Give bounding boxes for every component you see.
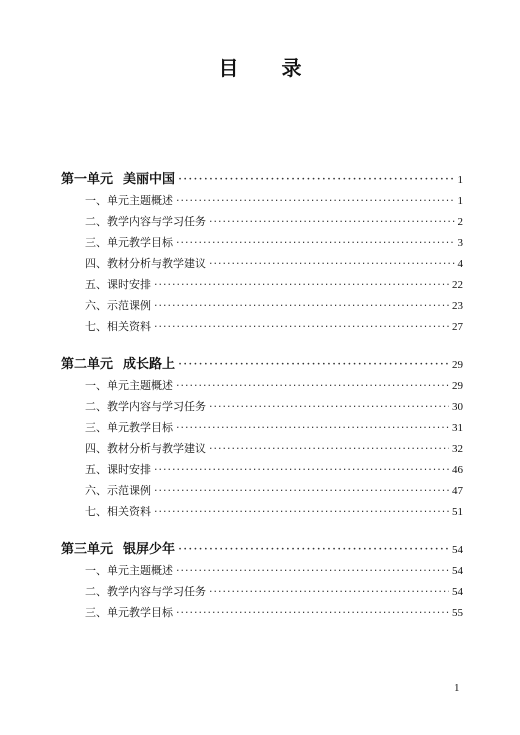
toc-unit-2 [61,353,463,524]
toc-entry-label: 五、课时安排 [85,463,151,476]
toc-entry-label: 六、示范课例 [85,299,151,312]
toc-entry[interactable] [61,276,463,297]
toc-unit-3 [61,538,463,625]
dot-leader [209,257,455,270]
toc-entry[interactable] [61,583,463,604]
toc-entry-page: 4 [457,258,463,270]
toc-entry-page: 2 [457,216,463,228]
toc-entry-page: 27 [452,321,463,333]
toc-entry-label: 七、相关资料 [85,320,151,333]
toc-entry-page: 51 [452,506,463,518]
dot-leader [154,484,449,497]
dot-leader [154,320,449,333]
unit-number: 第三单元 [61,542,114,557]
unit-number: 第一单元 [61,172,114,187]
dot-leader [209,400,449,413]
toc-entry[interactable] [61,234,463,255]
toc-entry[interactable] [61,440,463,461]
dot-leader [176,564,449,577]
page-number: 1 [454,682,460,694]
toc-entry-page: 3 [457,237,463,249]
toc-entry[interactable] [61,318,463,339]
unit-name: 成长路上 [123,357,176,372]
unit-page-number: 29 [452,359,463,371]
toc-entry-label: 二、教学内容与学习任务 [85,400,206,413]
toc-entry[interactable] [61,297,463,318]
toc-entry[interactable] [61,562,463,583]
unit-page-number: 1 [457,174,463,186]
dot-leader [176,194,455,207]
dot-leader [154,463,449,476]
toc-entry-page: 55 [452,607,463,619]
dot-leader [178,172,454,187]
toc-unit-heading[interactable] [61,168,463,192]
unit-page-number: 54 [452,544,463,556]
dot-leader [209,585,449,598]
unit-name: 美丽中国 [123,172,176,187]
toc-entry[interactable] [61,503,463,524]
dot-leader [154,299,449,312]
toc-entry-label: 五、课时安排 [85,278,151,291]
unit-number: 第二单元 [61,357,114,372]
page-title: 目 录 [218,56,320,80]
dot-leader [209,442,449,455]
dot-leader [176,379,449,392]
dot-leader [176,236,455,249]
toc-entry-page: 22 [452,279,463,291]
dot-leader [154,505,449,518]
toc-entry-page: 47 [452,485,463,497]
dot-leader [178,542,449,557]
toc-entry-page: 31 [452,422,463,434]
dot-leader [176,606,449,619]
toc-entry-label: 二、教学内容与学习任务 [85,215,206,228]
dot-leader [209,215,455,228]
toc-entry-page: 54 [452,565,463,577]
toc-entry-page: 30 [452,401,463,413]
dot-leader [178,357,449,372]
toc-entry-label: 六、示范课例 [85,484,151,497]
toc-entry[interactable] [61,213,463,234]
toc-unit-1 [61,168,463,339]
toc-entry[interactable] [61,192,463,213]
toc-unit-heading[interactable] [61,353,463,377]
unit-name: 银屏少年 [123,542,176,557]
toc-entry[interactable] [61,255,463,276]
toc-entry-label: 一、单元主题概述 [85,194,173,207]
toc-entry[interactable] [61,604,463,625]
toc-entry[interactable] [61,419,463,440]
toc-entry-label: 三、单元教学目标 [85,606,173,619]
dot-leader [176,421,449,434]
toc-unit-heading[interactable] [61,538,463,562]
toc-entry-page: 46 [452,464,463,476]
toc-entry-label: 七、相关资料 [85,505,151,518]
toc-entry[interactable] [61,482,463,503]
toc-entry[interactable] [61,461,463,482]
toc-entry-label: 二、教学内容与学习任务 [85,585,206,598]
toc-entry-label: 一、单元主题概述 [85,379,173,392]
table-of-contents [61,168,463,625]
toc-entry-page: 32 [452,443,463,455]
toc-entry-page: 1 [457,195,463,207]
toc-entry-label: 三、单元教学目标 [85,421,173,434]
toc-entry-label: 四、教材分析与教学建议 [85,257,206,270]
toc-entry-label: 三、单元教学目标 [85,236,173,249]
toc-entry[interactable] [61,377,463,398]
toc-entry-page: 54 [452,586,463,598]
dot-leader [154,278,449,291]
toc-entry[interactable] [61,398,463,419]
toc-entry-page: 23 [452,300,463,312]
toc-entry-page: 29 [452,380,463,392]
toc-entry-label: 四、教材分析与教学建议 [85,442,206,455]
toc-entry-label: 一、单元主题概述 [85,564,173,577]
